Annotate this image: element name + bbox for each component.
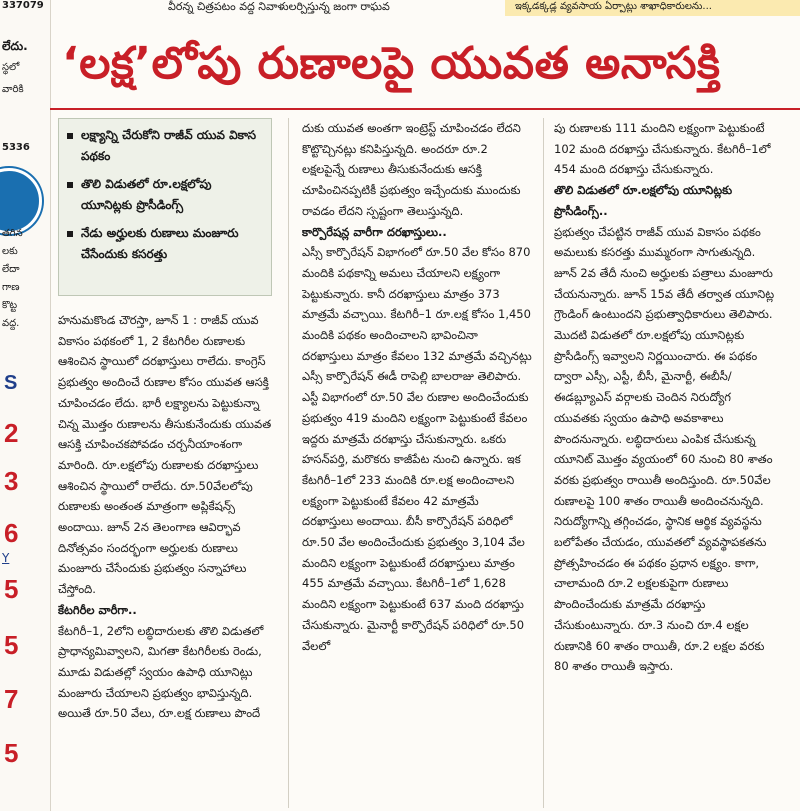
- highlight-text: తొలి విడుతలో రూ.లక్షలోపు యూనిట్లకు ప్రొసీడింగ్స్: [81, 177, 212, 212]
- highlight-text: లక్ష్యాన్ని చేరుకోని రాజీవ్ యువ వికాస పథకం: [81, 128, 257, 163]
- strip-line: లేదు.: [2, 39, 28, 53]
- article-column-2: [302, 118, 532, 808]
- strip-line: లకు: [2, 246, 18, 257]
- strip-line: వారికి: [2, 84, 24, 95]
- strip-big-letter: 7: [4, 684, 19, 714]
- adjacent-highlight-box: ఇక్కడక్కడ్ల వ్యవసాయ ఏర్పాట్లు శాఖాధికారులను...: [505, 0, 800, 16]
- bullet-square-icon: [67, 133, 73, 139]
- strip-big-letter: 5: [4, 738, 19, 768]
- strip-line: కొట్ట: [2, 300, 18, 311]
- highlight-item: [67, 174, 263, 216]
- strip-line: లేదా: [2, 264, 20, 275]
- highlight-text: నేడు అర్హులకు రుణాలు మంజూరు చేసేందుకు కసరత్తు: [81, 226, 239, 261]
- previous-article-fragment: [50, 0, 800, 16]
- strip-big-letter: 3: [4, 466, 19, 496]
- highlight-item: [67, 223, 263, 265]
- blue-circle-graphic: [0, 168, 42, 234]
- paragraph: ఎస్సీ కార్పొరేషన్ విభాగంలో రూ.50 వేల కోసం 870 మందికి పథకాన్ని అమలు చేయాలని లక్ష్యంగా పెట్టుకున్నారు. కానీ దరఖాస్తులు మాత్రం 373 మాత్రమే వచ్చాయి. కేటగిరీ–1 రూ.లక్ష కోసం 1,450 మందికి పథకం అందించాలని భావించినా దరఖాస్తులు మాత్రం కేవలం 132 మాత్రమే వచ్చినట్లు ఎస్సీ కార్పొరేషన్ ఈడీ రాపెల్లి బాలరాజు తెలిపారు. ఎస్టీ విభాగంలో రూ.50 వేల రుణాల అందించేందుకు ప్రభుత్వం 419 మందిని లక్ష్యంగా పెట్టుకుంటే కేవలం ఇద్దరు మాత్రమే దరఖాస్తు చేసుకున్నారు. ఒకరు హసన్‌పర్తి, మరొకరు కాజీపేట నుంచి ఉన్నారు. ఇక కేటగిరీ–1లో 233 మందికి రూ.లక్ష అందించాలని లక్ష్యంగా పెట్టుకుంటే కేవలం 42 మాత్రమే దరఖాస్తులు అందాయి. బీసీ కార్పొరేషన్ పరిధిలో రూ.50 వేల అందించేందుకు ప్రభుత్వం 3,104 వేల మందిని లక్ష్యంగా పెట్టుకుంటే దరఖాస్తులు మాత్రం 455 మాత్రమే వచ్చాయి. కేటగిరీ–1లో 1,628 మందిని లక్ష్యంగా పెట్టుకుంటే 637 మంది దరఖాస్తు చేసుకున్నారు. మైనార్టీ కార్పొరేషన్ పరిధిలో రూ.50 వేలలో: [302, 245, 532, 653]
- strip-line: వద్ద.: [2, 318, 20, 329]
- strip-line: స్థలో: [2, 62, 20, 73]
- strip-line: తగిన: [2, 228, 23, 239]
- article-column-3: [554, 118, 776, 808]
- subheading: తొలి విడుతలో రూ.లక్షలోపు యూనిట్లకు ప్రొసీడింగ్స్..: [554, 183, 733, 218]
- subheading: కార్పొరేషన్ల వారీగా దరఖాస్తులు..: [302, 224, 447, 239]
- strip-big-letter: 5: [4, 630, 19, 660]
- strip-big-letter: 2: [4, 418, 19, 448]
- paragraph: పు రుణాలకు 111 మందిని లక్ష్యంగా పెట్టుకుంటే 102 మంది దరఖాస్తు చేసుకున్నారు. కేటగిరీ–1లో 454 మంది దరఖాస్తు చేసుకున్నారు.: [554, 121, 771, 177]
- paragraph: హనుమకొండ చౌరస్తా, జూన్ 1 : రాజీవ్ యువ వికాసం పథకంలో 1, 2 కేటగిరీల రుణాలకు ఆశించిన స్థాయిలో దరఖాస్తులు రాలేదు. కాంగ్రెస్ ప్రభుత్వం అందించే రుణాల కోసం యువత ఆసక్తి చూపించడం లేదు. భారీ లక్ష్యాలను పెట్టుకున్నా చిన్న మొత్తం రుణాలను తీసుకునేందుకు యువత ఆసక్తి చూపించకపోవడం చర్చనీయాంశంగా మారింది. రూ.లక్షలోపు రుణాలకు దరఖాస్తులు ఆశించిన స్థాయిలో రాలేదు. రూ.50వేలలోపు రుణాలకు అంతంత మాత్రంగా అప్లికేషన్స్ అందాయి. జూన్ 2న తెలంగాణ ఆవిర్భావ దినోత్సవం సందర్భంగా అర్హులకు రుణాలు మంజూరు చేసేందుకు ప్రభుత్వం సన్నాహాలు చేస్తోంది.: [58, 313, 272, 597]
- strip-big-letter: S: [4, 372, 18, 394]
- highlights-box: [58, 118, 272, 296]
- highlight-item: [67, 125, 263, 167]
- paragraph: దుకు యువత అంతగా ఇంట్రెస్ట్ చూపించడం లేదని కొట్టొచ్చినట్లు కనిపిస్తున్నది. అందరూ రూ.2 లక్షలపైన్నే రుణాలు తీసుకునేందుకు ఆసక్తి చూపించినప్పటికీ ప్రభుత్వం ఇచ్చేందుకు ముందుకు రావడం లేదని స్పష్టంగా తెలుస్తున్నది.: [302, 121, 521, 218]
- strip-big-letter: 5: [4, 574, 19, 604]
- strip-line: 5336: [2, 142, 30, 153]
- photo-caption: వీరన్న చిత్రపటం వద్ద నివాళులర్పిస్తున్న జంగా రాఘవ: [168, 0, 390, 13]
- strip-line: గాణ: [2, 282, 20, 293]
- paragraph: కేటగిరీ–1, 2లోని లబ్ధిదారులకు తొలి విడుతలో ప్రాధాన్యమివ్వాలని, మిగతా కేటగిరీలకు రెండు, మూడు విడుతల్లో స్వయం ఉపాధి యూనిట్లు మంజూరు చేయాలని ప్రభుత్వం భావిస్తున్నది. అయితే రూ.50 వేలు, రూ.లక్ష రుణాలు పొందే: [58, 623, 264, 721]
- column-divider: [288, 118, 289, 808]
- strip-big-letter: 6: [4, 518, 19, 548]
- bullet-square-icon: [67, 182, 73, 188]
- subheading: కేటగిరీల వారీగా..: [58, 602, 137, 617]
- article-column-1: [58, 310, 272, 805]
- column-divider: [543, 118, 544, 808]
- bullet-square-icon: [67, 231, 73, 237]
- paragraph: ప్రభుత్వం చేపట్టిన రాజీవ్ యువ వికాసం పథకం అమలుకు కసరత్తు ముమ్మరంగా సాగుతున్నది. జూన్ 2వ తేదీ నుంచి అర్హులకు పత్రాలు మంజూరు చేయనున్నారు. జూన్ 15వ తేదీ తర్వాత యూనిట్ల గ్రౌండింగ్ ఉంటుందని ప్రభుత్వాధికారులు తెలిపారు. మొదటి విడుతలో రూ.లక్షలోపు యూనిట్లకు ప్రొసీడింగ్స్ ఇవ్వాలని నిర్ణయించారు. ఈ పథకం ద్వారా ఎస్సీ, ఎస్టీ, బీసీ, మైనార్టీ, ఈబీసీ/ఈడబ్ల్యూఎస్ వర్గాలకు చెందిన నిరుద్యోగ యువతకు స్వయం ఉపాధి అవకాశాలు పొందనున్నారు. లబ్ధిదారులు ఎంపిక చేసుకున్న యూనిట్ మొత్తం వ్యయంలో 60 నుంచి 80 శాతం వరకు ప్రభుత్వం రాయితీ అందిస్తుంది. రూ.50వేల రుణాలపై 100 శాతం రాయితీ అందించనున్నది. నిరుద్యోగాన్ని తగ్గించడం, స్థానిక ఆర్థిక వ్యవస్థను బలోపేతం చేయడం, యువతలో వ్యవస్థాపకతను ప్రోత్సహించడం ఈ పథకం ప్రధాన లక్ష్యం. కాగా, చాలామంది రూ.2 లక్షలకుపైగా రుణాలు పొందించేందుకు మాత్రమే దరఖాస్తు చేసుకుంటున్నారు. రూ.3 నుంచి రూ.4 లక్షల రుణానికి 60 శాతం రాయితీ, రూ.2 లక్షల వరకు 80 శాతం రాయితీ ఇస్తారు.: [554, 224, 775, 674]
- headline: ‘లక్ష’లోపు రుణాలపై యువత అనాసక్తి: [62, 38, 721, 89]
- strip-line: 337079: [2, 0, 44, 11]
- adjacent-article-strip: [0, 0, 51, 811]
- strip-small-y: Y: [2, 551, 10, 565]
